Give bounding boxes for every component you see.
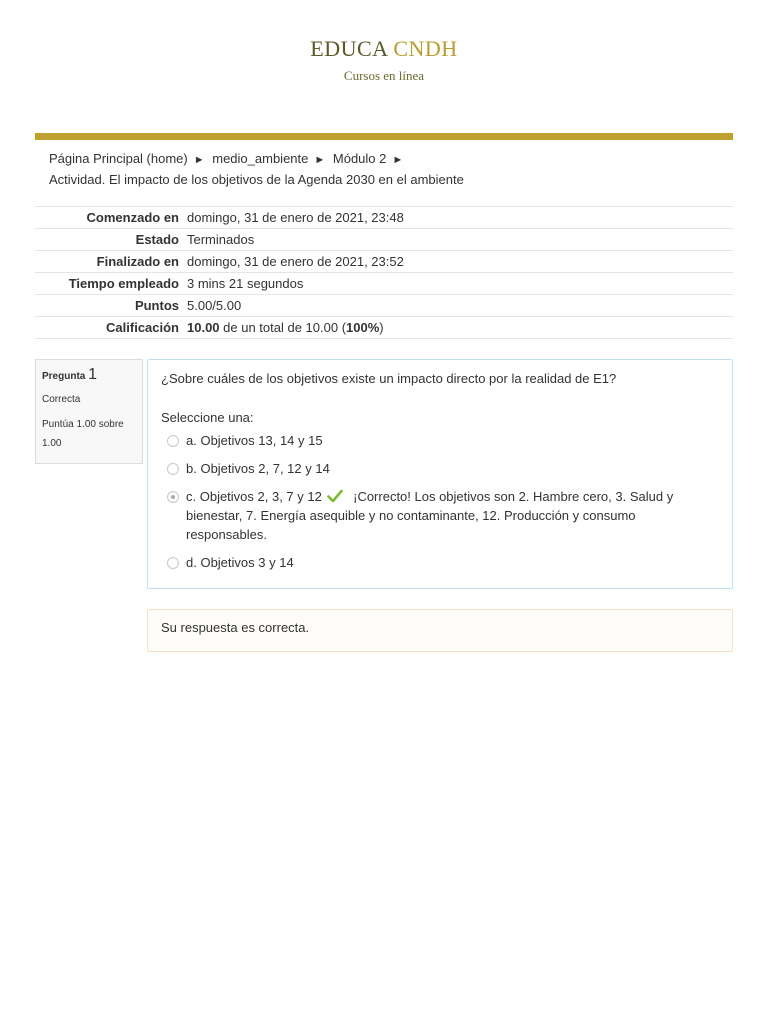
summary-row [35,273,733,295]
check-icon [327,489,343,503]
brand-name-educa: EDUCA [310,36,388,61]
question-num: 1 [88,366,98,383]
question-number [42,366,136,384]
general-feedback-text: Su respuesta es correcta. [161,620,310,635]
radio-button-selected[interactable] [167,491,179,503]
summary-label: Comenzado en [86,210,179,225]
answer-option-c[interactable] [161,487,719,544]
summary-label: Estado [135,232,179,247]
answer-options [161,431,719,572]
breadcrumb-item-course[interactable]: medio_ambiente [212,151,309,166]
answer-option-label: a. Objetivos 13, 14 y 15 [186,433,323,448]
triangle-right-icon: ► [392,154,404,166]
summary-row [35,295,733,317]
general-feedback [147,609,733,652]
summary-value: Terminados [187,232,255,247]
breadcrumb-item-module[interactable]: Módulo 2 [332,151,387,166]
question-content [147,359,733,589]
answer-option-a[interactable] [161,431,719,450]
breadcrumb-item-activity[interactable]: Actividad. El impacto de los objetivos de la Agenda 2030 en el ambiente [49,172,464,187]
summary-label: Tiempo empleado [68,276,179,291]
answer-option-body [186,487,719,544]
answer-option-d[interactable] [161,553,719,572]
breadcrumb [49,149,719,190]
site-subtitle: Cursos en línea [343,68,425,83]
grade-value [185,317,733,339]
breadcrumb-item-home[interactable]: Página Principal (home) [49,151,188,166]
answer-option-label: d. Objetivos 3 y 14 [186,555,294,570]
site-header [0,36,768,84]
summary-row-grade [35,317,733,339]
brand-name-cndh: CNDH [393,36,458,61]
triangle-right-icon: ► [314,154,326,166]
summary-value: 3 mins 21 segundos [187,276,304,291]
site-logo[interactable] [0,36,768,62]
question-state: Correcta [42,394,81,405]
radio-button[interactable] [167,463,179,475]
grade-middle: de un total de 10.00 ( [219,320,347,335]
summary-value: domingo, 31 de enero de 2021, 23:52 [187,254,404,269]
summary-value: 5.00/5.00 [187,298,242,313]
grade-percent: 100% [346,320,380,335]
answer-prompt: Seleccione una: [161,410,254,425]
header-divider [35,133,733,140]
answer-option-b[interactable] [161,459,719,478]
triangle-right-icon: ► [193,154,205,166]
radio-button[interactable] [167,435,179,447]
answer-feedback: ¡Correcto! Los objetivos son 2. Hambre cero, 3. Salud y bienestar, 7. Energía asequible y no contaminante, 12. Producción y consumo responsables. [186,489,674,542]
question-label: Pregunta [42,371,86,382]
radio-button[interactable] [167,557,179,569]
answer-option-label: b. Objetivos 2, 7, 12 y 14 [186,461,330,476]
summary-value: domingo, 31 de enero de 2021, 23:48 [187,210,404,225]
answer-option-label: c. Objetivos 2, 3, 7 y 12 [186,489,322,504]
summary-label: Finalizado en [96,254,179,269]
attempt-summary-table [35,206,733,339]
summary-row [35,207,733,229]
question-text: ¿Sobre cuáles de los objetivos existe un impacto directo por la realidad de E1? [161,371,617,386]
grade-score: 10.00 [187,320,220,335]
question-grade: Puntúa 1.00 sobre 1.00 [42,419,124,449]
summary-label: Puntos [134,298,179,313]
summary-row [35,251,733,273]
summary-label: Calificación [106,320,179,335]
grade-end: ) [379,320,384,335]
question-info [35,359,143,464]
summary-row [35,229,733,251]
